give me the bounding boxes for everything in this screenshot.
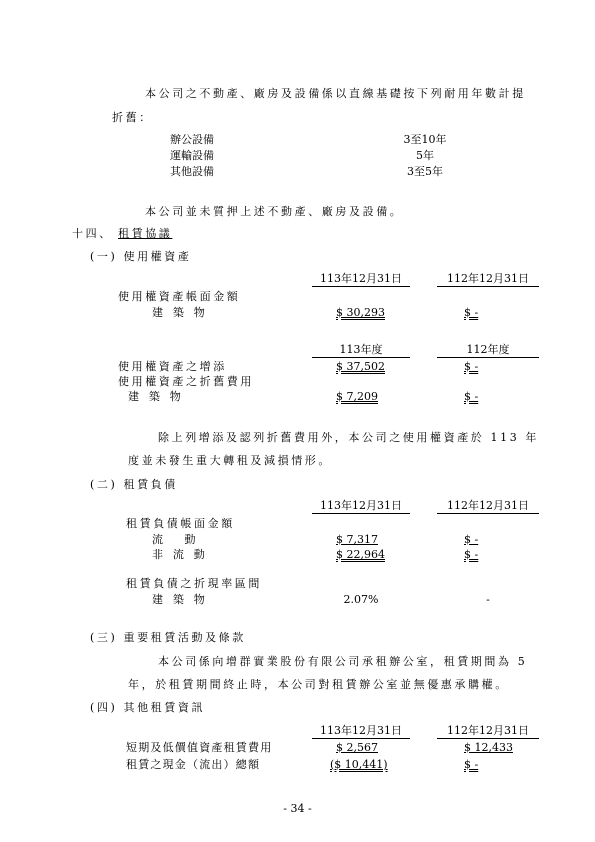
short-term-lease-2024: $ 2,567	[336, 741, 378, 754]
short-term-lease-label: 短期及低價值資產租賃費用	[126, 741, 273, 754]
rou-depr-label: 使用權資產之折舊費用	[118, 375, 254, 388]
rou-building-label: 建 築 物	[152, 306, 208, 319]
section-number: 十四、	[72, 227, 113, 240]
asset-years-other-equipment: 3至5年	[407, 165, 443, 178]
rou-period-2024-rule	[312, 357, 410, 358]
rou-depr-building-label: 建 築 物	[128, 390, 184, 403]
other-info-col-2023: 112年12月31日	[447, 724, 529, 737]
rou-depr-2024: $ 7,209	[336, 390, 378, 403]
other-info-heading: (四) 其他租賃資訊	[90, 701, 206, 714]
rou-depr-2023: $ -	[464, 390, 479, 403]
other-info-col-2024-rule	[312, 738, 410, 739]
lease-liab-col-2024-rule	[312, 513, 410, 514]
lease-liab-col-2023-rule	[437, 513, 539, 514]
section-title: 租賃協議	[118, 227, 173, 240]
lease-liab-col-2023: 112年12月31日	[447, 499, 529, 512]
rou-col-2024: 113年12月31日	[320, 272, 402, 285]
rou-building-2023: $ -	[464, 306, 479, 319]
rou-period-2024: 113年度	[339, 343, 383, 356]
rou-additions-2023: $ -	[464, 360, 479, 373]
rou-col-2023: 112年12月31日	[447, 272, 529, 285]
depreciation-intro-line1: 本公司之不動產、廠房及設備係以直線基礎按下列耐用年數計提	[145, 87, 526, 100]
key-terms-line1: 本公司係向增群實業股份有限公司承租辦公室，租賃期間為 5	[158, 655, 528, 668]
asset-years-transport-equipment: 5年	[416, 149, 434, 162]
lease-liab-carrying-label: 租賃負債帳面金額	[126, 517, 235, 530]
rou-col-2023-rule	[437, 286, 539, 287]
lease-liab-noncurrent-label: 非 流 動	[152, 548, 208, 561]
rou-additions-label: 使用權資產之增添	[118, 360, 227, 373]
depreciation-intro-line2: 折舊：	[112, 111, 153, 124]
lease-cash-outflow-2023: $ -	[464, 758, 479, 771]
asset-years-office-equipment: 3至10年	[403, 133, 447, 146]
key-terms-line2: 年，於租賃期間終止時，本公司對租賃辦公室並無優惠承購權。	[128, 678, 509, 691]
rou-note-line2: 度並未發生重大轉租及減損情形。	[128, 454, 332, 467]
rou-note-line1: 除上列增添及認列折舊費用外，本公司之使用權資產於 113 年	[158, 431, 539, 444]
asset-class-transport-equipment: 運輸設備	[170, 149, 214, 162]
rou-period-2023-rule	[437, 357, 539, 358]
lease-liab-current-label: 流 動	[152, 533, 196, 546]
other-info-col-2023-rule	[437, 738, 539, 739]
rou-period-2023: 112年度	[466, 343, 510, 356]
lease-liab-rate-2024: 2.07%	[343, 593, 379, 606]
other-info-col-2024: 113年12月31日	[320, 724, 402, 737]
asset-class-office-equipment: 辦公設備	[170, 133, 214, 146]
rou-additions-2024: $ 37,502	[336, 360, 385, 373]
lease-cash-outflow-2024: ($ 10,441)	[330, 758, 388, 771]
rou-heading: (一) 使用權資產	[90, 250, 192, 263]
page-number: - 34 -	[283, 802, 312, 815]
lease-liab-noncurrent-2023: $ -	[464, 548, 479, 561]
rou-carrying-label: 使用權資產帳面金額	[118, 290, 241, 303]
lease-liab-heading: (二) 租賃負債	[90, 478, 178, 491]
lease-liab-rate-building-label: 建 築 物	[152, 593, 208, 606]
lease-liab-rate-label: 租賃負債之折現率區間	[126, 577, 262, 590]
asset-class-other-equipment: 其他設備	[170, 165, 214, 178]
lease-cash-outflow-label: 租賃之現金（流出）總額	[126, 758, 261, 771]
short-term-lease-2023: $ 12,433	[464, 741, 513, 754]
lease-liab-current-2024: $ 7,317	[336, 533, 378, 546]
pledge-note: 本公司並未質押上述不動產、廠房及設備。	[145, 205, 404, 218]
lease-liab-current-2023: $ -	[464, 533, 479, 546]
lease-liab-col-2024: 113年12月31日	[320, 499, 402, 512]
key-terms-heading: (三) 重要租賃活動及條款	[90, 631, 246, 644]
rou-col-2024-rule	[312, 286, 410, 287]
rou-building-2024: $ 30,293	[336, 306, 385, 319]
lease-liab-noncurrent-2024: $ 22,964	[336, 548, 385, 561]
lease-liab-rate-2023: -	[486, 593, 490, 606]
